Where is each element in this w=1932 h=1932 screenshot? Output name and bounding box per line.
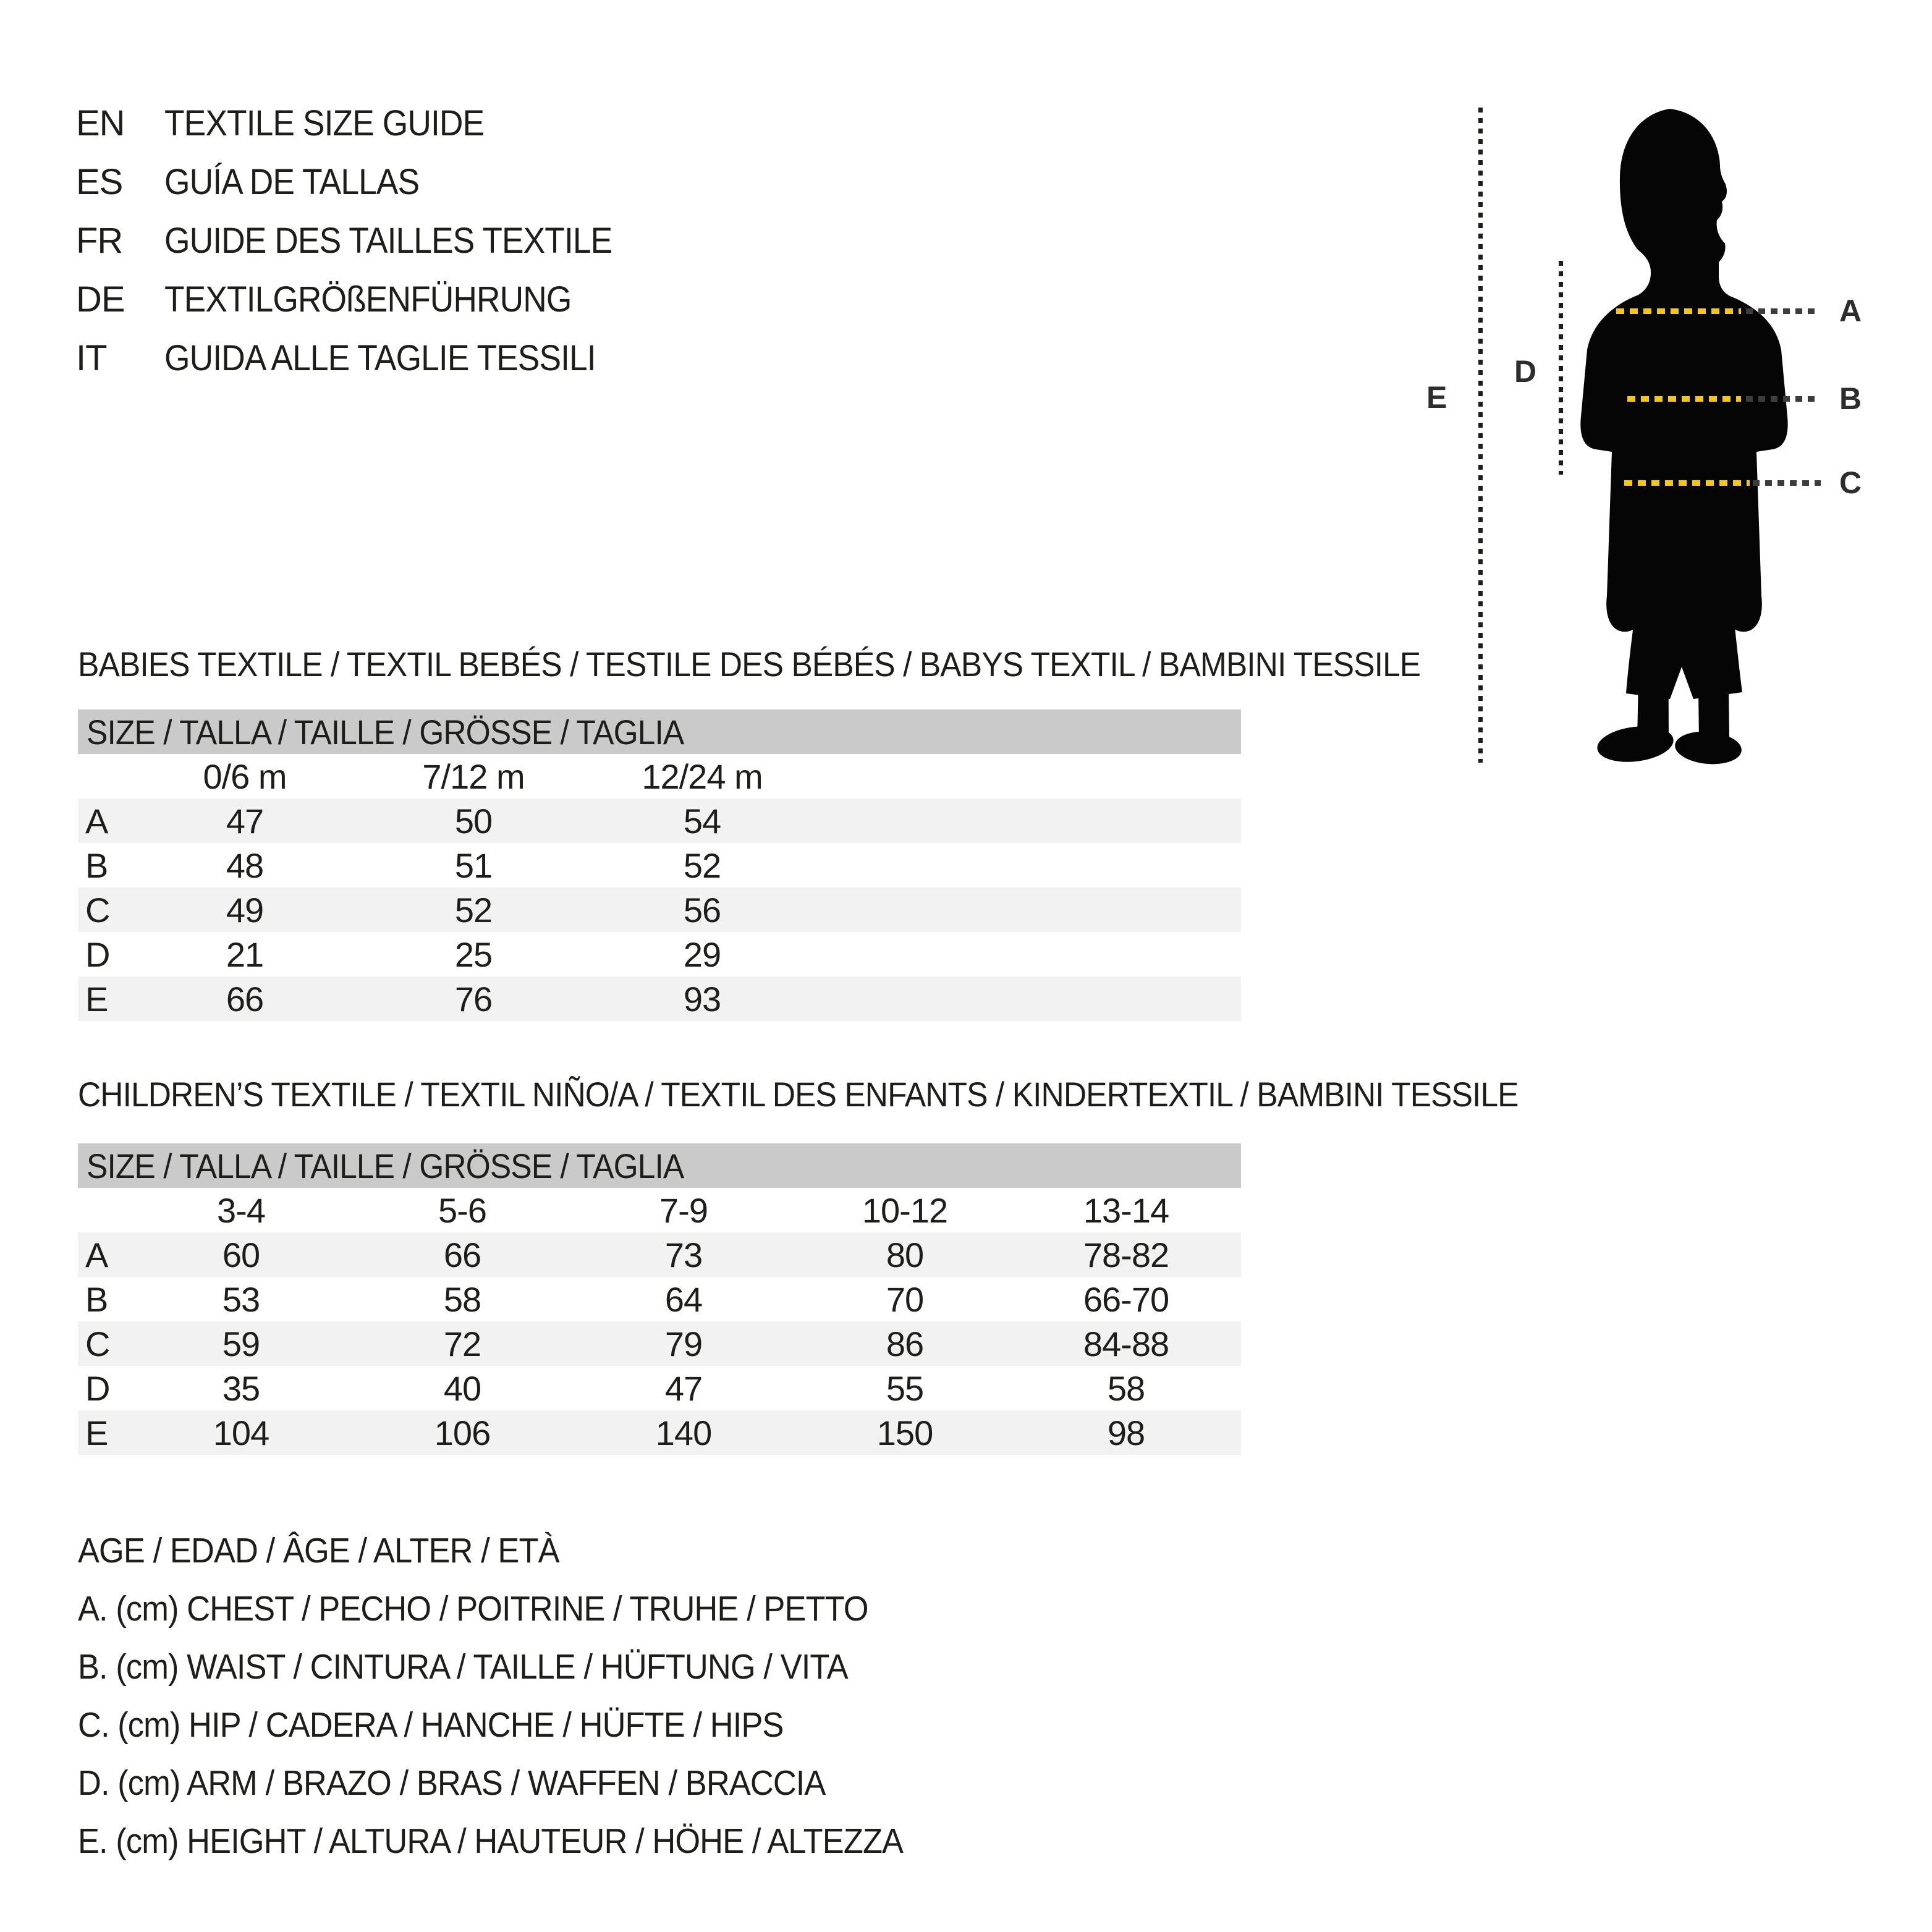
table-cell: 79 [664, 1324, 703, 1363]
column-header: 3-4 [217, 1190, 265, 1230]
language-code: DE [76, 279, 125, 320]
waist-measure-line-yellow [1627, 396, 1741, 402]
table-cell: 76 [454, 979, 493, 1019]
language-title-block [76, 94, 651, 388]
table-cell: 64 [664, 1279, 703, 1319]
child-silhouette [1576, 108, 1792, 766]
row-label: C [85, 890, 110, 930]
table-cell: 106 [434, 1413, 491, 1452]
language-title: GUÍA DE TALLAS [164, 162, 420, 202]
table-cell: 21 [226, 934, 264, 974]
size-header-text: SIZE / TALLA / TAILLE / GRÖSSE / TAGLIA [87, 712, 684, 752]
table-row [78, 1410, 1241, 1455]
size-header-text: SIZE / TALLA / TAILLE / GRÖSSE / TAGLIA [87, 1146, 684, 1185]
row-label: B [85, 845, 108, 885]
table-cell: 80 [886, 1235, 924, 1274]
row-label: B [85, 1279, 108, 1319]
legend-text: AGE / EDAD / ÂGE / ALTER / ETÀ [78, 1531, 559, 1570]
table-cell: 53 [222, 1279, 260, 1319]
table-row [78, 888, 1241, 932]
language-row-en [76, 94, 651, 153]
table-row [78, 1366, 1241, 1410]
column-header: 5-6 [438, 1190, 486, 1230]
language-code: ES [76, 162, 123, 202]
table-row [78, 932, 1241, 977]
table-cell: 47 [664, 1368, 703, 1408]
legend-text: C. (cm) HIP / CADERA / HANCHE / HÜFTE / HIPS [78, 1705, 784, 1745]
table-cell: 52 [683, 845, 721, 885]
column-header: 13-14 [1083, 1190, 1169, 1230]
table-cell: 58 [1107, 1368, 1145, 1408]
table-cell: 98 [1107, 1413, 1145, 1452]
table-row [78, 1277, 1241, 1321]
table-cell: 49 [226, 890, 264, 930]
table-cell: 72 [443, 1324, 481, 1363]
hip-measure-line-dark [1753, 480, 1821, 486]
table-cell: 58 [443, 1279, 481, 1319]
legend-text: B. (cm) WAIST / CINTURA / TAILLE / HÜFTUNG / VITA [78, 1647, 848, 1687]
chest-measure-line-dark [1746, 308, 1820, 314]
table-cell: 47 [226, 801, 264, 841]
column-header: 10-12 [862, 1190, 948, 1230]
table-cell: 70 [886, 1279, 924, 1319]
table-cell: 78-82 [1083, 1235, 1169, 1274]
babies-column-header-row [78, 754, 1241, 799]
table-cell: 29 [683, 934, 721, 974]
table-row [78, 843, 1241, 888]
language-title: TEXTILE SIZE GUIDE [164, 103, 485, 143]
row-label: A [85, 1235, 108, 1274]
children-column-header-row [78, 1188, 1241, 1232]
table-cell: 66-70 [1083, 1279, 1169, 1319]
children-size-header-bar [78, 1143, 1241, 1188]
language-code: EN [76, 103, 125, 143]
children-section-heading [78, 1074, 1643, 1114]
table-cell: 66 [443, 1235, 481, 1274]
language-row-it [76, 329, 651, 388]
table-cell: 35 [222, 1368, 260, 1408]
waist-measure-line-dark [1746, 396, 1820, 402]
figure-label-hip: C [1839, 465, 1862, 500]
table-cell: 52 [454, 890, 493, 930]
table-cell: 59 [222, 1324, 260, 1363]
language-row-es [76, 153, 651, 211]
table-cell: 54 [683, 801, 721, 841]
babies-section-heading [78, 644, 1537, 684]
table-cell: 40 [443, 1368, 481, 1408]
children-size-table [78, 1143, 1241, 1455]
row-label: D [85, 1368, 110, 1408]
table-cell: 55 [886, 1368, 924, 1408]
table-row [78, 977, 1241, 1021]
table-cell: 60 [222, 1235, 260, 1274]
table-cell: 56 [683, 890, 721, 930]
legend-line-hip [78, 1696, 975, 1754]
figure-label-arm: D [1514, 354, 1537, 389]
legend-line-age [78, 1522, 975, 1580]
table-cell: 140 [655, 1413, 712, 1452]
table-cell: 86 [886, 1324, 924, 1363]
arm-measure-dotted-line [1559, 261, 1563, 475]
row-label: E [85, 979, 108, 1019]
legend-text: E. (cm) HEIGHT / ALTURA / HAUTEUR / HÖHE / ALTEZZA [78, 1821, 904, 1861]
language-title: GUIDE DES TAILLES TEXTILE [164, 221, 612, 261]
row-label: A [85, 801, 108, 841]
chest-measure-line-yellow [1616, 308, 1741, 314]
table-cell: 93 [683, 979, 721, 1019]
babies-size-table [78, 710, 1241, 1021]
table-cell: 84-88 [1083, 1324, 1169, 1363]
legend-line-chest [78, 1580, 975, 1638]
legend-text: A. (cm) CHEST / PECHO / POITRINE / TRUHE / PETTO [78, 1589, 868, 1629]
table-row [78, 1232, 1241, 1277]
row-label: E [85, 1413, 108, 1452]
figure-label-chest: A [1839, 294, 1862, 328]
children-heading-text: CHILDREN’S TEXTILE / TEXTIL NIÑO/A / TEXTIL DES ENFANTS / KINDERTEXTIL / BAMBINI TESSILE [78, 1075, 1519, 1114]
column-header: 0/6 m [203, 756, 287, 796]
language-row-fr [76, 211, 651, 270]
legend-line-arm [78, 1754, 975, 1812]
column-header: 7/12 m [422, 756, 525, 796]
table-cell: 150 [876, 1413, 933, 1452]
language-row-de [76, 270, 651, 329]
row-label: D [85, 934, 110, 974]
table-cell: 66 [226, 979, 264, 1019]
row-label: C [85, 1324, 110, 1363]
babies-size-header-bar [78, 710, 1241, 754]
column-header: 7-9 [659, 1190, 708, 1230]
legend-line-height [78, 1812, 975, 1870]
table-cell: 51 [454, 845, 493, 885]
legend-text: D. (cm) ARM / BRAZO / BRAS / WAFFEN / BRACCIA [78, 1763, 826, 1803]
legend-line-waist [78, 1638, 975, 1696]
figure-label-waist: B [1839, 381, 1862, 416]
babies-heading-text: BABIES TEXTILE / TEXTIL BEBÉS / TESTILE DES BÉBÉS / BABYS TEXTIL / BAMBINI TESSILE [78, 645, 1421, 684]
table-cell: 50 [454, 801, 493, 841]
language-title: TEXTILGRÖßENFÜHRUNG [164, 279, 572, 320]
figure-label-height: E [1426, 380, 1447, 415]
language-code: IT [76, 338, 107, 378]
column-header: 12/24 m [642, 756, 763, 796]
hip-measure-line-yellow [1624, 480, 1750, 486]
language-title: GUIDA ALLE TAGLIE TESSILI [164, 338, 596, 378]
table-cell: 104 [213, 1413, 269, 1452]
measurement-legend [78, 1522, 975, 1870]
table-cell: 73 [664, 1235, 703, 1274]
table-row [78, 799, 1241, 843]
table-cell: 48 [226, 845, 264, 885]
language-code: FR [76, 221, 123, 261]
table-row [78, 1321, 1241, 1366]
table-cell: 25 [454, 934, 493, 974]
